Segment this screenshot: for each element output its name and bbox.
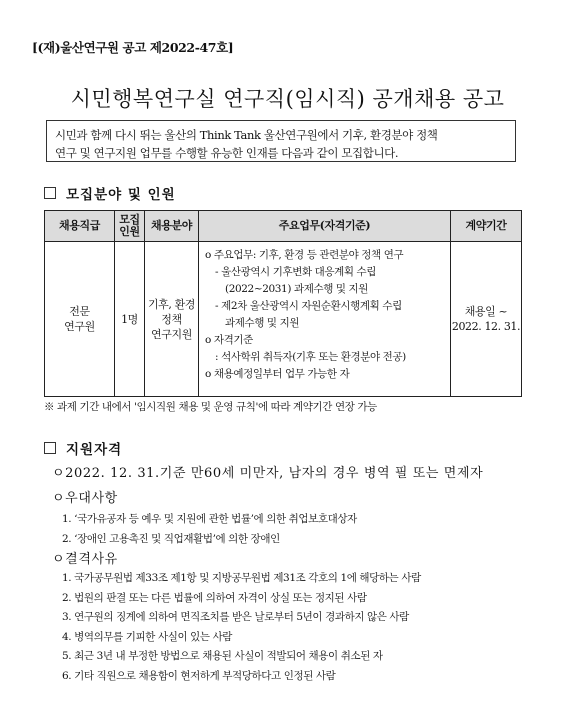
intro-line: 시민과 함께 다시 뛰는 울산의 Think Tank 울산연구원에서 기후, 환경분야 정책 — [55, 128, 438, 142]
cell-line: 2022. 12. 31. — [451, 320, 521, 333]
cell-line: 정책 — [161, 312, 182, 326]
col-header-field: 채용분야 — [145, 211, 199, 242]
cell-duties — [199, 242, 451, 397]
list-item: 1. ‘국가유공자 등 예우 및 지원에 관한 법률’에 의한 취업보호대상자 — [62, 513, 357, 525]
list-item: 6. 기타 직원으로 채용함이 현저하게 부적당하다고 인정된 사람 — [62, 669, 336, 682]
duty-line: 과제수행 및 지원 — [225, 317, 300, 329]
table-row — [45, 242, 522, 397]
col-header-period: 계약기간 — [451, 211, 522, 242]
col-header-position: 채용직급 — [45, 211, 115, 242]
duty-line: o 채용예정일부터 업무 가능한 자 — [205, 368, 350, 380]
preferences-list — [62, 510, 357, 549]
duty-line: - 제2차 울산광역시 자원순환시행계획 수립 — [215, 300, 402, 312]
list-item: 4. 병역의무를 기피한 사실이 있는 사람 — [62, 630, 233, 643]
duty-line: : 석사학위 취득자(기후 또는 환경분야 전공) — [215, 351, 406, 363]
footnote: ※ 과제 기간 내에서 '임시직원 채용 및 운영 규칙'에 따라 계약기간 연장 가능 — [44, 401, 377, 413]
duty-line: o 자격기준 — [205, 334, 253, 346]
duty-line: o 주요업무: 기후, 환경 등 관련분야 정책 연구 — [205, 249, 404, 261]
section-label: 지원자격 — [66, 442, 123, 458]
cell-line: 채용일 ~ — [464, 305, 508, 318]
page-title: 시민행복연구실 연구직(임시직) 공개채용 공고 — [70, 87, 505, 111]
list-item: 2. 법원의 판결 또는 다른 법률에 의하여 자격이 상실 또는 정지된 사람 — [62, 591, 367, 604]
cell-line: 기후, 환경 — [147, 297, 196, 311]
intro-line: 연구 및 연구지원 업무를 수행할 유능한 인재를 다음과 같이 모집합니다. — [55, 146, 399, 160]
cell-line: 전문 — [69, 305, 90, 318]
section-recruit-heading — [44, 183, 176, 203]
cell-line: 연구지원 — [151, 327, 192, 341]
col-header-headcount-line: 모집 — [119, 213, 140, 226]
cell-period — [451, 242, 522, 397]
disqualifications-list — [62, 569, 421, 686]
duty-line: - 울산광역시 기후변화 대응계획 수립 — [215, 266, 377, 278]
col-header-headcount — [115, 211, 145, 242]
table-header-row — [45, 211, 522, 242]
list-item: 2. ‘장애인 고용촉진 및 직업재활법’에 의한 장애인 — [62, 532, 280, 545]
square-bullet-icon — [44, 187, 56, 199]
section-eligibility-heading — [44, 438, 122, 458]
recruit-table — [44, 210, 522, 397]
col-header-duties: 주요업무(자격기준) — [199, 211, 451, 242]
list-item: 1. 국가공무원법 제33조 제1항 및 지방공무원법 제31조 각호의 1에 해당하는 사람 — [62, 572, 421, 584]
cell-position — [45, 242, 115, 397]
cell-headcount: 1명 — [115, 242, 145, 397]
col-header-headcount-line: 인원 — [119, 225, 140, 238]
intro-box — [46, 120, 516, 162]
section-label: 모집분야 및 인원 — [66, 187, 176, 203]
list-item: 3. 연구원의 징계에 의하여 면직조치를 받은 날로부터 5년이 경과하지 않은 사람 — [62, 611, 409, 623]
preferences-heading: ㅇ우대사항 — [52, 491, 118, 506]
notice-number: [(재)울산연구원 공고 제2022-47호] — [32, 40, 234, 55]
eligibility-main: ㅇ2022. 12. 31.기준 만60세 미만자, 남자의 경우 병역 필 또는 면제자 — [52, 466, 484, 481]
duty-line: (2022~2031) 과제수행 및 지원 — [225, 283, 369, 295]
cell-field — [145, 242, 199, 397]
list-item: 5. 최근 3년 내 부정한 방법으로 채용된 사실이 적발되어 채용이 취소된 자 — [62, 650, 383, 662]
disqualifications-heading: ㅇ결격사유 — [52, 552, 118, 567]
cell-line: 연구원 — [64, 320, 95, 333]
square-bullet-icon — [44, 442, 56, 454]
